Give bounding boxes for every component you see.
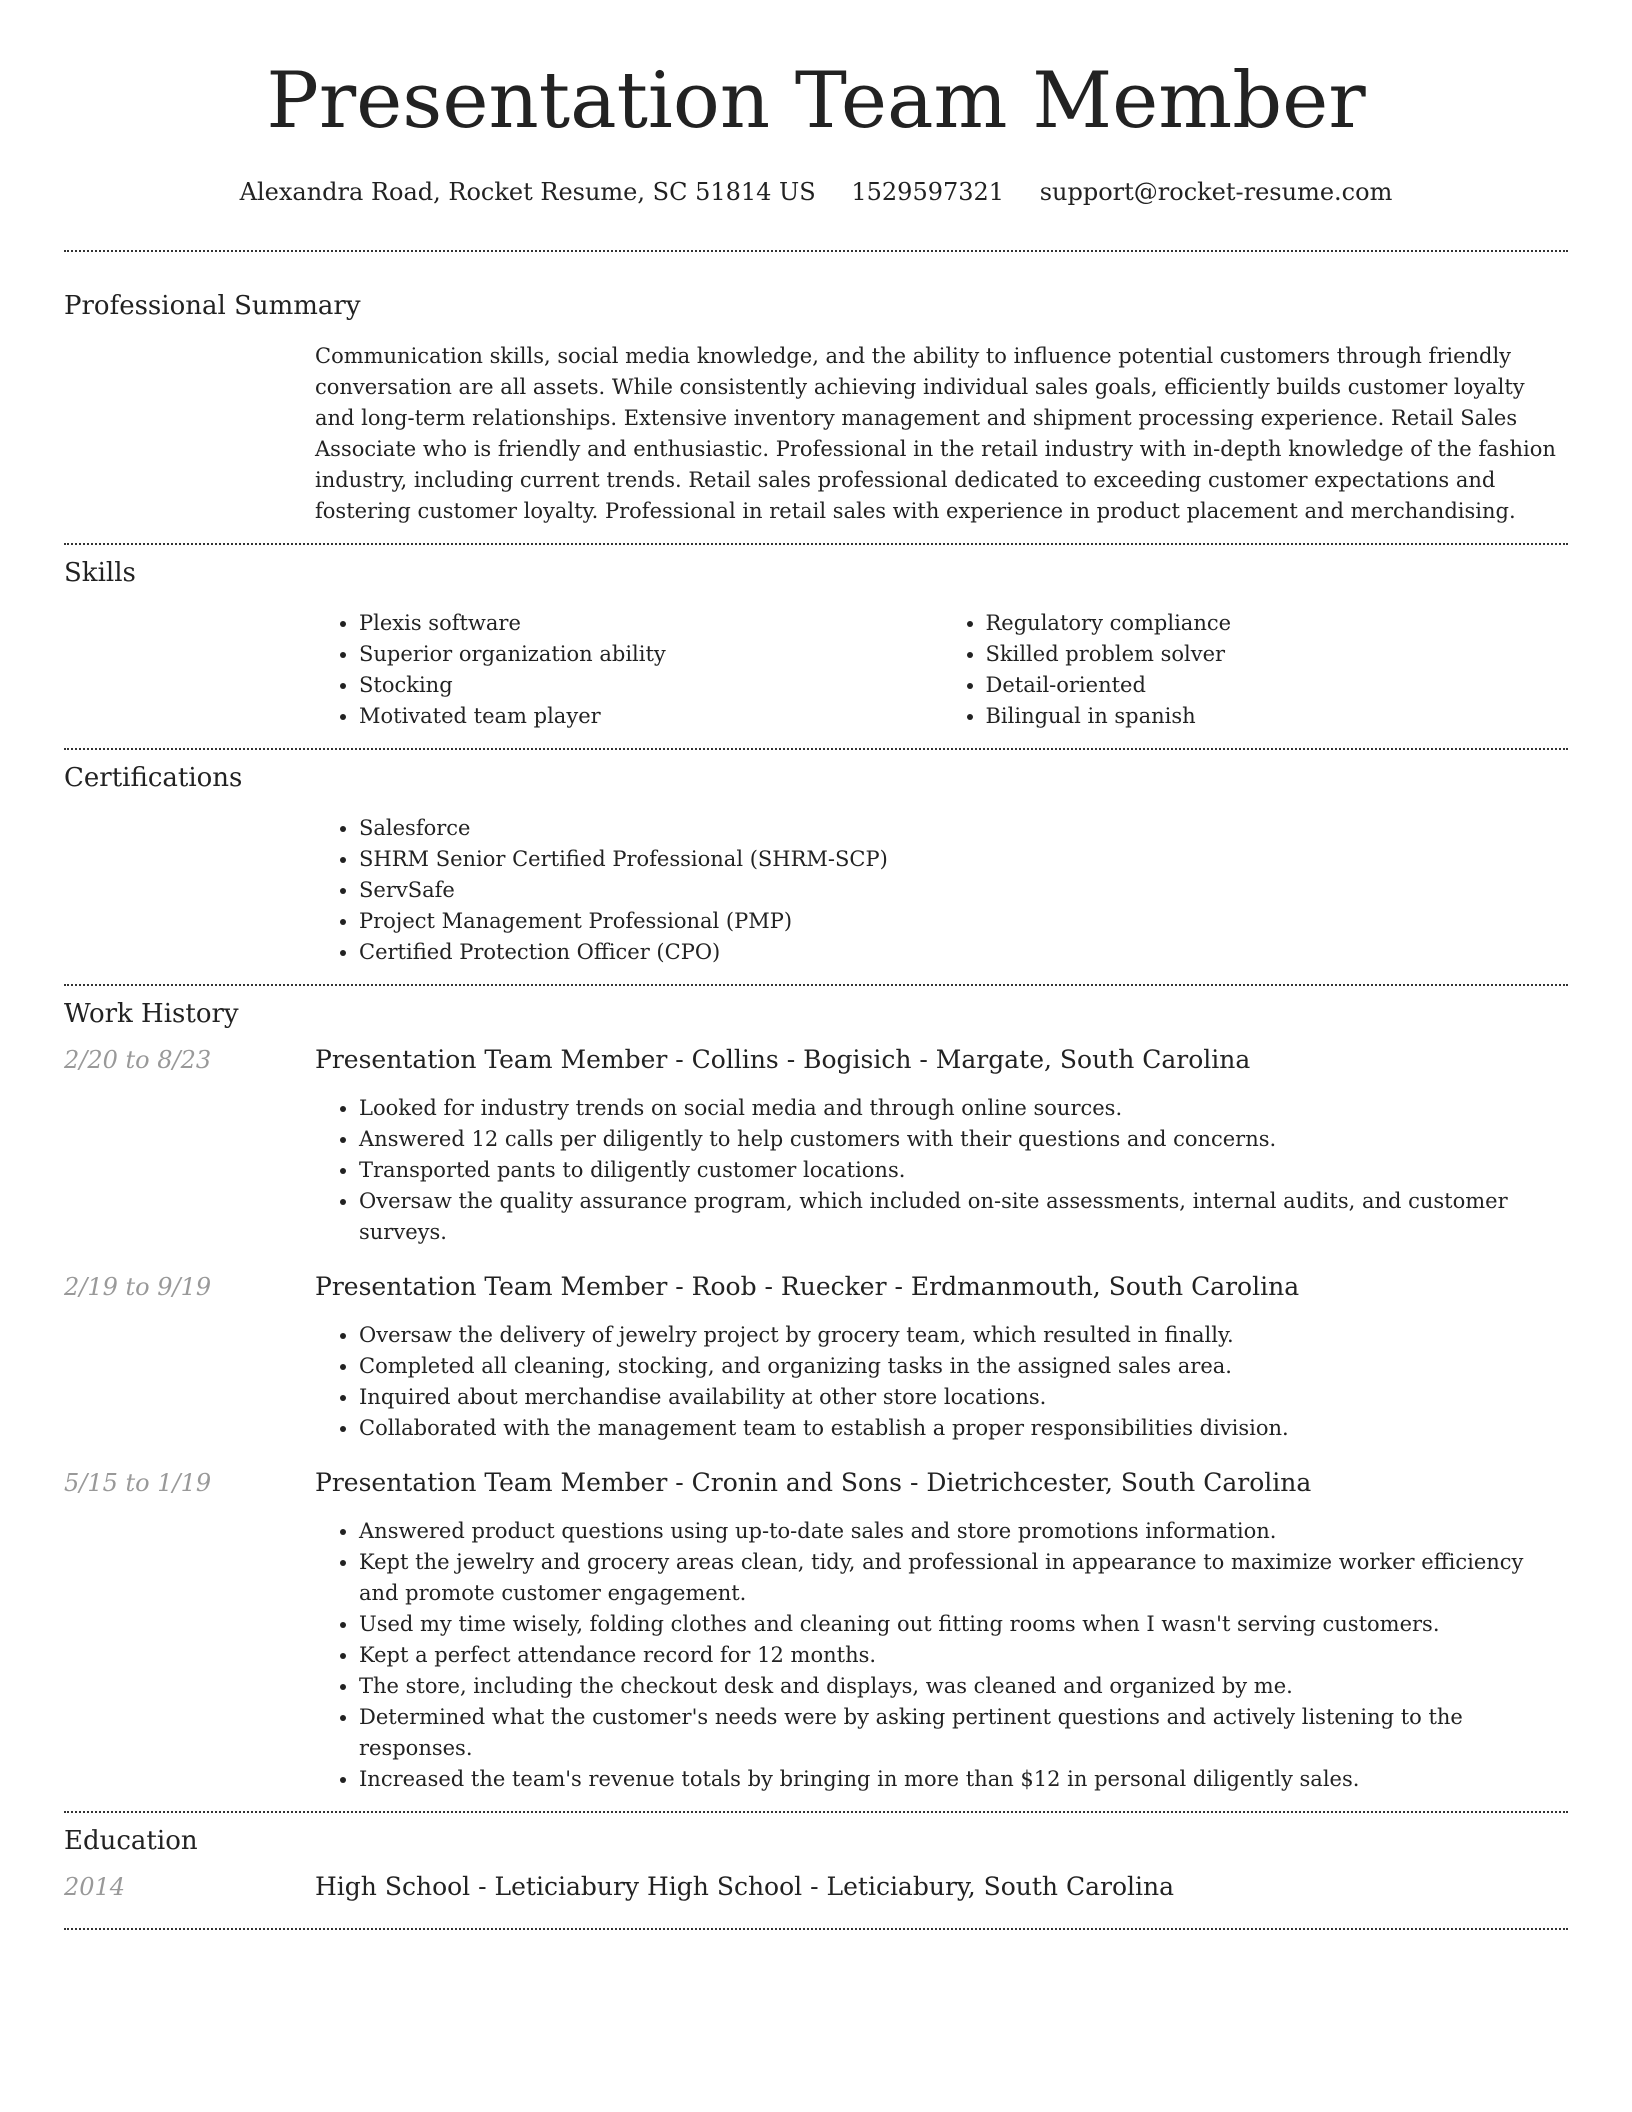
- skills-list-right: [942, 608, 1569, 732]
- section-title-education: Education: [64, 1826, 198, 1856]
- education-list: [64, 1872, 1568, 1912]
- contact-address: Alexandra Road, Rocket Resume, SC 51814 US: [239, 178, 816, 206]
- section-title-summary: Professional Summary: [64, 291, 361, 321]
- list-item: • Project Management Professional (PMP): [359, 906, 1568, 937]
- list-item: • Kept a perfect attendance record for 12 months.: [359, 1640, 1568, 1671]
- contact-phone: 1529597321: [851, 178, 1005, 206]
- job-entry: [64, 1468, 1568, 1795]
- list-item: • ServSafe: [359, 875, 1568, 906]
- job-bullets: [315, 1320, 1568, 1444]
- education-date: 2014: [64, 1873, 126, 1901]
- certifications-section: [64, 750, 1568, 968]
- divider: [64, 1928, 1568, 1930]
- list-item: • Stocking: [359, 670, 942, 701]
- job-list: [64, 1045, 1568, 1795]
- list-item: • Increased the team's revenue totals by bringing in more than $12 in personal diligently sales.: [359, 1764, 1568, 1795]
- list-item: • Regulatory compliance: [986, 608, 1569, 639]
- resume-page: [64, 0, 1568, 1930]
- list-item: • Looked for industry trends on social media and through online sources.: [359, 1093, 1568, 1124]
- section-title-skills: Skills: [64, 558, 136, 588]
- job-dates: 5/15 to 1/19: [64, 1469, 212, 1497]
- work-section: [64, 986, 1568, 1795]
- list-item: • Completed all cleaning, stocking, and organizing tasks in the assigned sales area.: [359, 1351, 1568, 1382]
- job-dates: 2/19 to 9/19: [64, 1273, 212, 1301]
- list-item: • Kept the jewelry and grocery areas clean, tidy, and professional in appearance to maximize worker efficiency and promote customer engagement.: [359, 1547, 1568, 1609]
- job-entry: [64, 1045, 1568, 1248]
- list-item: • Skilled problem solver: [986, 639, 1569, 670]
- education-entry: [64, 1872, 1568, 1912]
- list-item: • Used my time wisely, folding clothes and cleaning out fitting rooms when I wasn't serving customers.: [359, 1609, 1568, 1640]
- summary-text: Communication skills, social media knowledge, and the ability to influence potential customers through friendly conversation are all assets. While consistently achieving individual sales goals, efficiently builds customer loyalty and long-term relationships. Extensive inventory management and shipment processing experience. Retail Sales Associate who is friendly and enthusiastic. Professional in the retail industry with in-depth knowledge of the fashion industry, including current trends. Retail sales professional dedicated to exceeding customer expectations and fostering customer loyalty. Professional in retail sales with experience in product placement and merchandising.: [315, 344, 1556, 523]
- list-item: • Plexis software: [359, 608, 942, 639]
- list-item: • Answered product questions using up-to-date sales and store promotions information.: [359, 1516, 1568, 1547]
- section-title-certifications: Certifications: [64, 763, 243, 793]
- resume-title: Presentation Team Member: [266, 56, 1366, 146]
- job-heading: Presentation Team Member - Collins - Bogisich - Margate, South Carolina: [315, 1045, 1251, 1074]
- contact-email[interactable]: support@rocket-resume.com: [1039, 178, 1393, 206]
- education-heading: High School - Leticiabury High School - Leticiabury, South Carolina: [315, 1872, 1174, 1901]
- list-item: • Answered 12 calls per diligently to help customers with their questions and concerns.: [359, 1124, 1568, 1155]
- list-item: • The store, including the checkout desk and displays, was cleaned and organized by me.: [359, 1671, 1568, 1702]
- list-item: • Superior organization ability: [359, 639, 942, 670]
- contact-line: [64, 178, 1568, 210]
- list-item: • Oversaw the quality assurance program, which included on-site assessments, internal audits, and customer surveys.: [359, 1186, 1568, 1248]
- job-header: [64, 1272, 1568, 1312]
- list-item: • Salesforce: [359, 813, 1568, 844]
- list-item: • Detail-oriented: [986, 670, 1569, 701]
- list-item: • Oversaw the delivery of jewelry project by grocery team, which resulted in finally.: [359, 1320, 1568, 1351]
- job-dates: 2/20 to 8/23: [64, 1046, 212, 1074]
- section-title-work: Work History: [64, 999, 239, 1029]
- job-entry: [64, 1272, 1568, 1444]
- job-bullets: [315, 1516, 1568, 1795]
- skills-section: [64, 545, 1568, 732]
- list-item: • Motivated team player: [359, 701, 942, 732]
- education-section: [64, 1813, 1568, 1912]
- certifications-list: [315, 813, 1568, 968]
- list-item: • Transported pants to diligently customer locations.: [359, 1155, 1568, 1186]
- list-item: • SHRM Senior Certified Professional (SHRM-SCP): [359, 844, 1568, 875]
- list-item: • Inquired about merchandise availability at other store locations.: [359, 1382, 1568, 1413]
- job-heading: Presentation Team Member - Roob - Ruecker - Erdmanmouth, South Carolina: [315, 1272, 1300, 1301]
- job-header: [64, 1045, 1568, 1085]
- skills-list-left: [315, 608, 942, 732]
- summary-section: [64, 252, 1568, 527]
- list-item: • Bilingual in spanish: [986, 701, 1569, 732]
- list-item: • Collaborated with the management team to establish a proper responsibilities division.: [359, 1413, 1568, 1444]
- list-item: • Determined what the customer's needs were by asking pertinent questions and actively listening to the responses.: [359, 1702, 1568, 1764]
- job-header: [64, 1468, 1568, 1508]
- job-bullets: [315, 1093, 1568, 1248]
- list-item: • Certified Protection Officer (CPO): [359, 937, 1568, 968]
- job-heading: Presentation Team Member - Cronin and Sons - Dietrichcester, South Carolina: [315, 1468, 1312, 1497]
